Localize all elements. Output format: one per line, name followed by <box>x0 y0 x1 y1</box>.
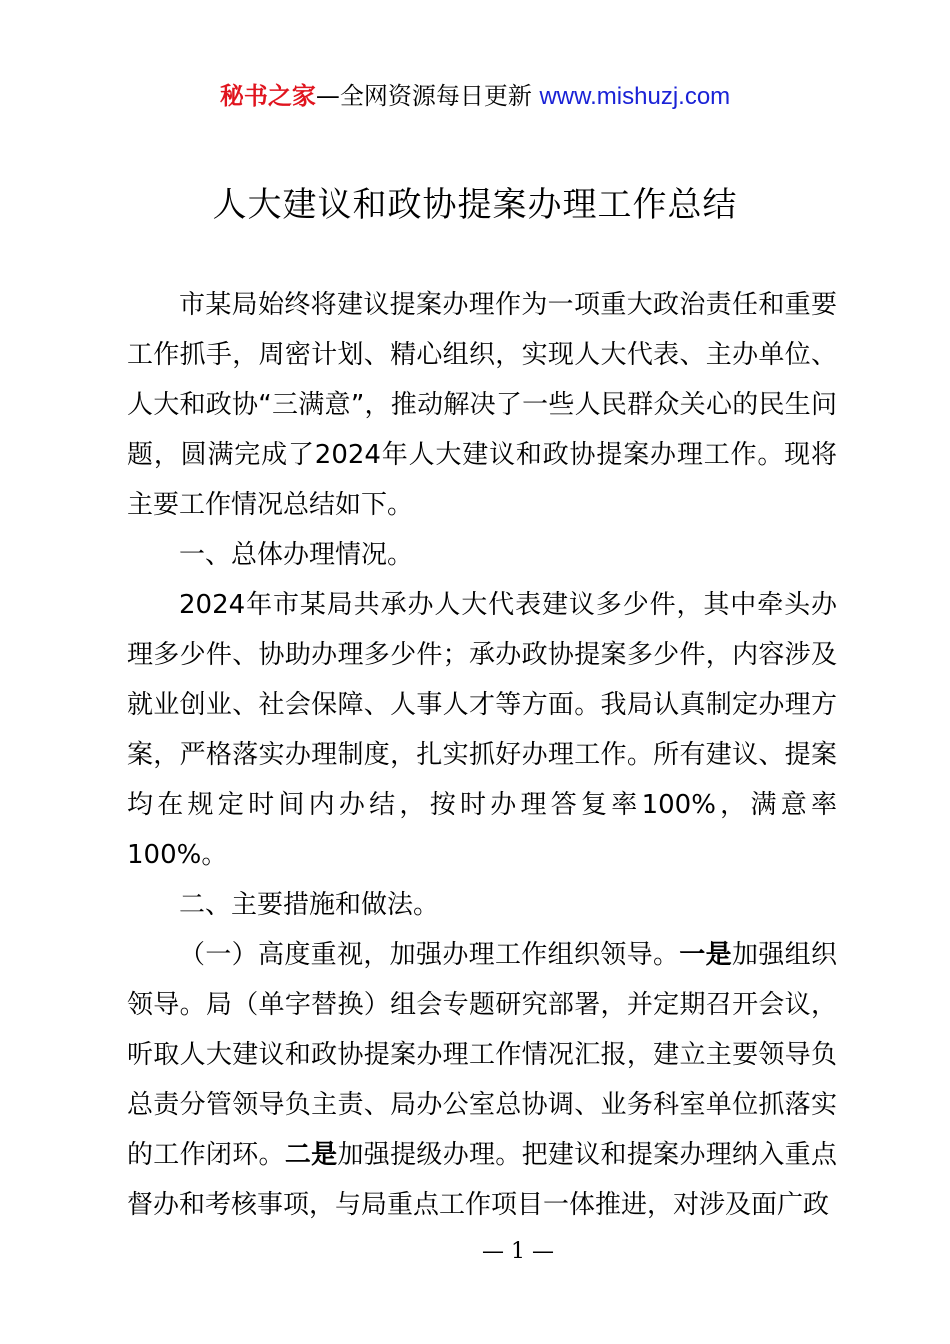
point-marker-1: 一是 <box>679 940 732 970</box>
banner-url[interactable]: www.mishuzj.com <box>539 83 731 110</box>
site-banner <box>0 80 950 113</box>
document-title: 人大建议和政协提案办理工作总结 <box>212 185 738 225</box>
paragraph-overview: 2024年市某局共承办人大代表建议多少件，其中牵头办理多少件、协助办理多少件；承办政协提案多少件，内容涉及就业创业、社会保障、人事人才等方面。我局认真制定办理方案，严格落实办理制度，扎实抓好办理工作。所有建议、提案均在规定时间内办结，按时办理答复率100%，满意率100%。 <box>127 590 837 870</box>
section-heading-1: 一、总体办理情况。 <box>179 540 414 570</box>
point-marker-2: 二是 <box>284 1140 338 1170</box>
document-body <box>127 280 837 1230</box>
subsection-heading: （一）高度重视，加强办理工作组织领导。 <box>179 940 680 970</box>
banner-slogan: —全网资源每日更新 <box>315 82 532 110</box>
section-heading-2: 二、主要措施和做法。 <box>179 890 440 920</box>
page-number: — 1 — <box>482 1239 554 1264</box>
paragraph-intro: 市某局始终将建议提案办理作为一项重大政治责任和重要工作抓手，周密计划、精心组织，实现人大代表、主办单位、人大和政协“三满意”，推动解决了一些人民群众关心的民生问题，圆满完成了2024年人大建议和政协提案办理工作。现将主要工作情况总结如下。 <box>127 290 837 520</box>
point-text-2: 加强提级办理。把建议和提案办理纳入重点督办和考核事项，与局重点工作项目一体推进，对涉及面广政 <box>127 1140 837 1220</box>
point-text-1: 加强组织领导。局（单字替换）组会专题研究部署，并定期召开会议，听取人大建议和政协提案办理工作情况汇报，建立主要领导负总责分管领导负主责、局办公室总协调、业务科室单位抓落实的工作闭环。 <box>127 940 837 1170</box>
paragraph-measures <box>127 930 837 1230</box>
brand-name: 秘书之家 <box>219 82 316 110</box>
